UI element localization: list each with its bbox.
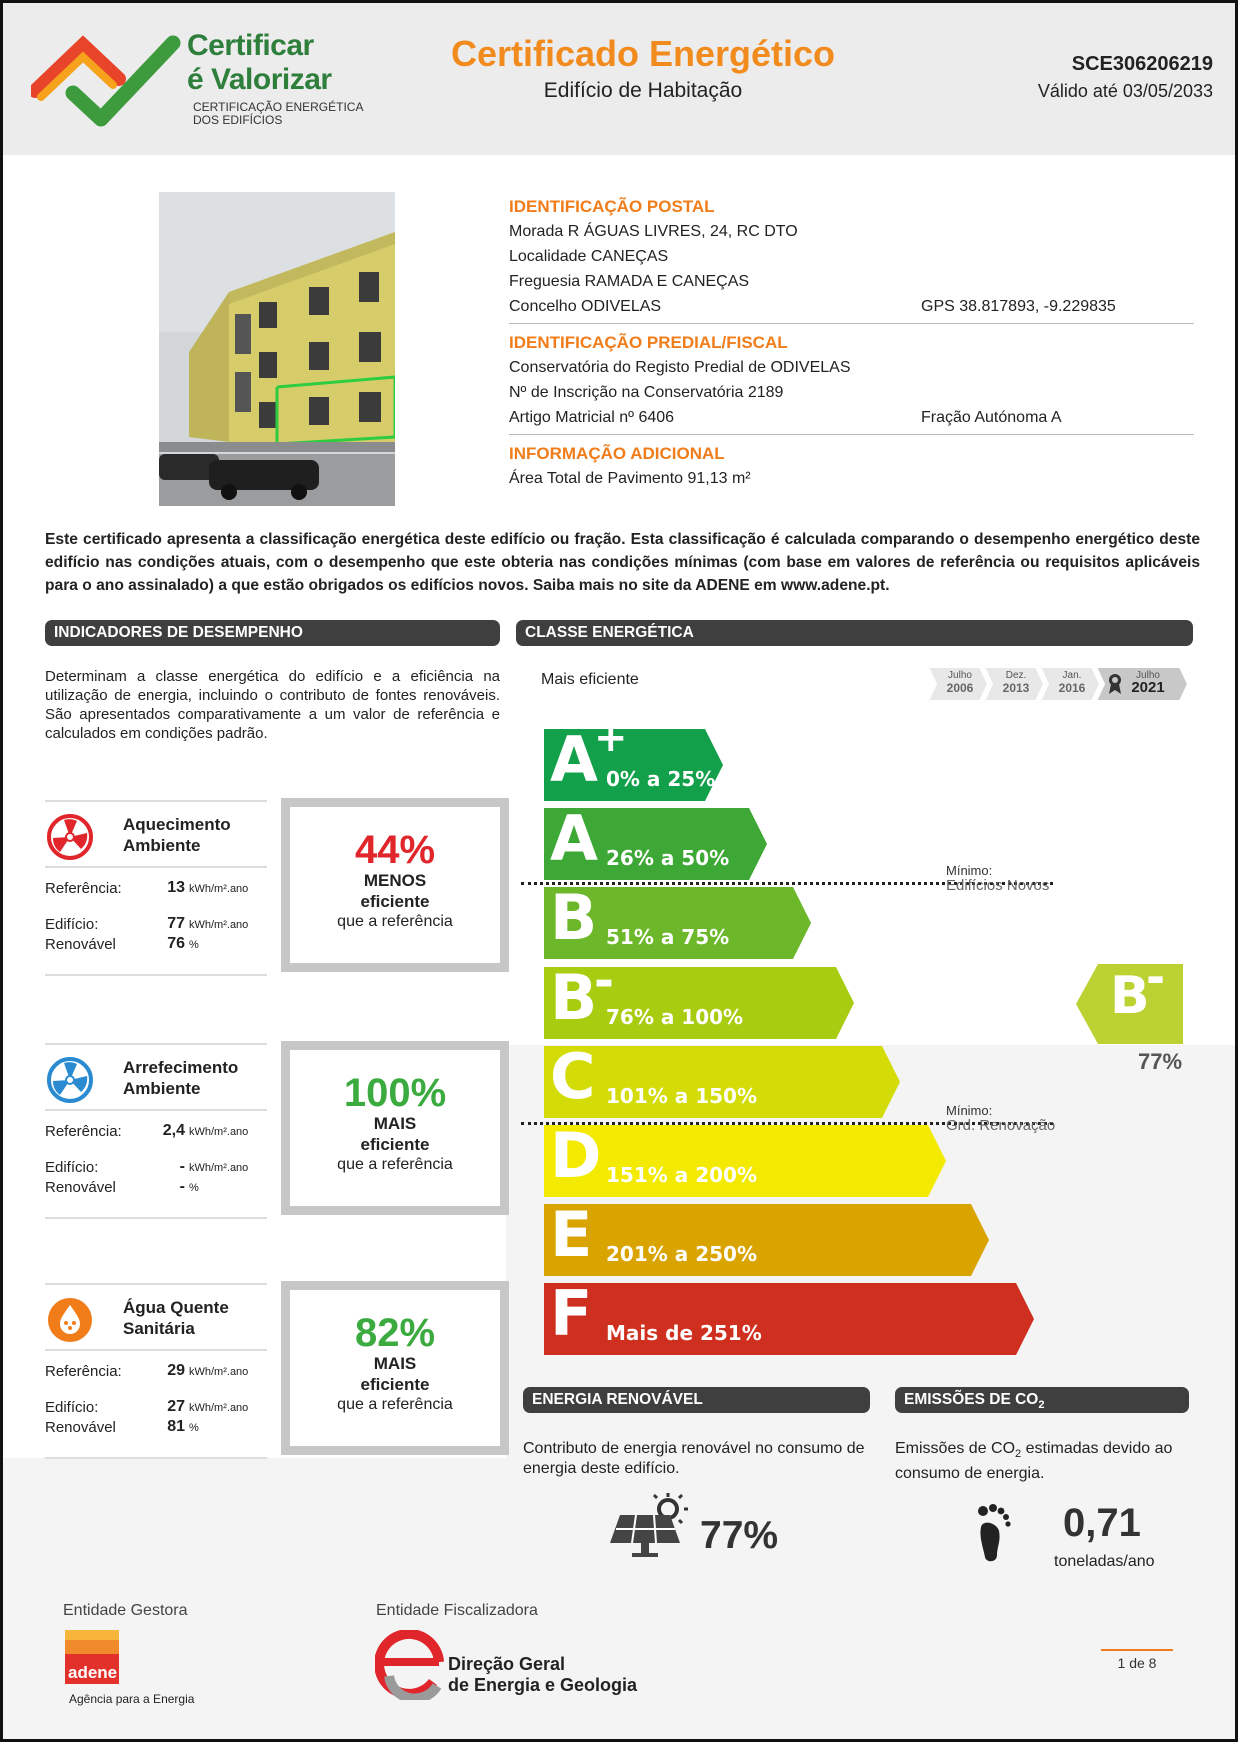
efficiency-direction: MAIS xyxy=(373,1114,417,1133)
class-range: 101% a 150% xyxy=(606,1083,757,1108)
efficiency-percent: 82% xyxy=(354,1311,436,1355)
energy-class-heading: CLASSE ENERGÉTICA xyxy=(516,620,1193,646)
efficiency-comparison: que a referência xyxy=(337,913,453,930)
reference-row xyxy=(45,880,267,900)
emissions-description xyxy=(895,1439,1195,1484)
current-class-marker xyxy=(1076,950,1183,1044)
indicator-table xyxy=(45,1283,267,1459)
indicators-description: Determinam a classe energética do edifício e a eficiência na utilização de energia, incluindo o contributo de fontes renováveis. São apresentados comparativamente a um valor de referência e calculados em condições padrão. xyxy=(45,668,500,742)
adene-tagline: Agência para a Energia xyxy=(69,1692,195,1706)
emissions-heading-text: EMISSÕES DE CO xyxy=(904,1391,1039,1408)
energy-class-bar xyxy=(544,1039,900,1118)
divider xyxy=(45,1349,267,1351)
regulation-dates xyxy=(928,665,1190,703)
indicators-heading: INDICADORES DE DESEMPENHO xyxy=(45,620,500,646)
heating-fan-icon xyxy=(47,814,93,860)
class-range: 51% a 75% xyxy=(606,925,730,950)
date-month: Dez. xyxy=(1005,670,1027,681)
regulation-date xyxy=(994,670,1038,694)
current-class-superscript: - xyxy=(1146,950,1166,1004)
class-range: 151% a 200% xyxy=(606,1163,757,1187)
postal-heading: IDENTIFICAÇÃO POSTAL xyxy=(509,197,715,216)
emissions-heading xyxy=(895,1387,1189,1413)
dgeg-logo-icon xyxy=(375,1630,447,1700)
class-range: 0% a 25% xyxy=(606,767,716,791)
address-line: Morada R ÁGUAS LIVRES, 24, RC DTO xyxy=(509,223,798,240)
efficiency-comparison: que a referência xyxy=(337,1156,453,1173)
cooling-fan-icon xyxy=(47,1057,93,1103)
document-title: Certificado Energético xyxy=(450,33,836,74)
date-month: Julho xyxy=(1136,670,1160,681)
class-letter: A xyxy=(550,802,598,876)
footprint-icon xyxy=(973,1503,1013,1565)
divider xyxy=(509,323,1194,324)
building-label: Edifício: xyxy=(45,1159,99,1176)
renewable-label: Renovável xyxy=(45,1179,116,1196)
building-photo xyxy=(159,192,395,506)
class-superscript: + xyxy=(594,715,628,761)
additional-heading: INFORMAÇÃO ADICIONAL xyxy=(509,444,725,463)
fraction-line: Fração Autónoma A xyxy=(921,409,1062,426)
locality-line: Localidade CANEÇAS xyxy=(509,248,669,265)
percent-unit: % xyxy=(189,1182,199,1194)
valid-until: Válido até 03/05/2033 xyxy=(1037,81,1213,101)
logo-line2: é Valorizar xyxy=(187,63,332,96)
article-line: Artigo Matricial nº 6406 xyxy=(509,409,675,426)
inscription-line: Nº de Inscrição na Conservatória 2189 xyxy=(509,384,784,401)
building-value: 77 xyxy=(167,915,185,932)
building-unit: kWh/m².ano xyxy=(189,1402,249,1414)
efficiency-word: eficiente xyxy=(360,1135,430,1154)
adene-logo xyxy=(63,1630,213,1734)
efficiency-word: eficiente xyxy=(360,1375,430,1394)
date-year: 2013 xyxy=(1002,681,1030,695)
solar-panel-icon xyxy=(608,1493,694,1559)
building-row xyxy=(45,1399,267,1419)
regulation-date xyxy=(1050,670,1094,694)
reference-label: Referência: xyxy=(45,1363,122,1380)
most-efficient-label: Mais eficiente xyxy=(541,671,639,688)
indicator-block xyxy=(45,1283,505,1459)
page-number: 1 de 8 xyxy=(1117,1655,1157,1671)
efficiency-percent: 44% xyxy=(354,828,436,872)
identification-panel xyxy=(509,193,1194,491)
percent-unit: % xyxy=(189,939,199,951)
current-class-percent: 77% xyxy=(1138,1049,1183,1074)
municipality-row xyxy=(509,294,1194,319)
class-letter: B xyxy=(550,881,598,955)
efficiency-word: eficiente xyxy=(360,892,430,911)
certificar-logo xyxy=(31,27,371,137)
pager-divider xyxy=(1101,1649,1173,1651)
reference-unit: kWh/m².ano xyxy=(189,1366,249,1378)
class-superscript: - xyxy=(594,952,614,1009)
date-month: Jan. xyxy=(1062,670,1082,681)
reference-label: Referência: xyxy=(45,880,122,897)
emissions-unit: toneladas/ano xyxy=(1054,1553,1155,1570)
building-label: Edifício: xyxy=(45,1399,99,1416)
certificate-id: SCE306206219 xyxy=(1071,53,1213,75)
reference-unit: kWh/m².ano xyxy=(189,883,249,895)
renewable-row xyxy=(45,936,267,956)
percent-unit: % xyxy=(189,1422,199,1434)
efficiency-comparison: que a referência xyxy=(337,1396,453,1413)
hot-water-icon xyxy=(47,1297,93,1343)
divider xyxy=(45,866,267,868)
award-icon xyxy=(1108,673,1122,700)
predial-heading: IDENTIFICAÇÃO PREDIAL/FISCAL xyxy=(509,333,788,352)
current-class-letter: B xyxy=(1110,966,1150,1026)
class-range: 26% a 50% xyxy=(606,846,730,871)
dgeg-line2: de Energia e Geologia xyxy=(448,1675,638,1695)
reference-value: 13 xyxy=(167,879,185,896)
building-unit: kWh/m².ano xyxy=(189,1162,249,1174)
renewable-label: Renovável xyxy=(45,1419,116,1436)
building-row xyxy=(45,1159,267,1179)
building-row xyxy=(45,916,267,936)
reference-label: Referência: xyxy=(45,1123,122,1140)
renewable-row xyxy=(45,1419,267,1439)
renewable-description: Contributo de energia renovável no consumo de energia deste edifício. xyxy=(523,1440,865,1477)
renewable-label: Renovável xyxy=(45,936,116,953)
energy-class-bar xyxy=(544,881,811,959)
reference-unit: kWh/m².ano xyxy=(189,1126,249,1138)
class-letter: A xyxy=(550,723,598,796)
dgeg-name xyxy=(448,1654,637,1696)
minimum-renovation-text: Grd. Renovação xyxy=(946,1117,1056,1134)
minimum-new-text: Edifícios Novos xyxy=(946,877,1050,894)
reference-row xyxy=(45,1123,267,1143)
class-letter: B xyxy=(550,960,598,1034)
class-letter: F xyxy=(550,1277,593,1351)
intro-paragraph: Este certificado apresenta a classificação energética deste edifício ou fração. Esta classificação é calculada comparando o desempenho energético deste edifício nas condições atuais, com o desempenho que este obteria nas condições mínimas (com base em valores de referência ou requisitos aplicáveis para o ano assinalado) a que estão obrigados os edifícios novos. Saiba mais no site da ADENE em www.adene.pt. xyxy=(45,531,1200,594)
date-year: 2006 xyxy=(946,681,974,695)
gps-line: GPS 38.817893, -9.229835 xyxy=(921,298,1116,315)
managing-entity-label: Entidade Gestora xyxy=(63,1602,188,1619)
emissions-value: 0,71 xyxy=(1063,1501,1141,1545)
logo-tagline: CERTIFICAÇÃO ENERGÉTICA DOS EDIFÍCIOS xyxy=(193,100,363,127)
indicator-block xyxy=(45,1043,505,1219)
minimum-label: Mínimo: xyxy=(946,863,993,878)
date-year: 2016 xyxy=(1058,681,1086,695)
minimum-label: Mínimo: xyxy=(946,1103,993,1118)
date-month: Julho xyxy=(948,670,972,681)
energy-class-bar xyxy=(544,1119,946,1197)
indicator-name: Aquecimento Ambiente xyxy=(123,815,231,855)
registry-line: Conservatória do Registo Predial de ODIVELAS xyxy=(509,359,851,376)
renewable-value: 77% xyxy=(700,1514,779,1557)
divider xyxy=(45,1109,267,1111)
indicator-table xyxy=(45,1043,267,1219)
efficiency-direction: MAIS xyxy=(373,1354,417,1373)
efficiency-direction: MENOS xyxy=(363,871,427,890)
area-line: Área Total de Pavimento 91,13 m² xyxy=(509,470,751,487)
renewable-value: 76 xyxy=(167,935,185,952)
document-subtitle: Edifício de Habitação xyxy=(543,79,743,102)
energy-class-bar xyxy=(544,1277,1034,1355)
class-letter: E xyxy=(550,1198,593,1272)
date-year: 2021 xyxy=(1131,679,1165,696)
efficiency-box xyxy=(281,1041,509,1215)
class-range: Mais de 251% xyxy=(606,1321,762,1346)
class-range: 76% a 100% xyxy=(606,1004,744,1029)
efficiency-box xyxy=(281,1281,509,1455)
building-unit: kWh/m².ano xyxy=(189,919,249,931)
emissions-heading-sub: 2 xyxy=(1038,1399,1045,1412)
indicator-block xyxy=(45,800,505,976)
energy-class-bar xyxy=(544,802,767,880)
logo-line1: Certificar xyxy=(187,29,314,62)
indicator-table xyxy=(45,800,267,976)
municipality-line: Concelho ODIVELAS xyxy=(509,298,662,315)
renewable-value: - xyxy=(179,1178,185,1195)
regulation-date xyxy=(938,670,982,694)
header xyxy=(3,3,1235,155)
class-letter: D xyxy=(550,1119,602,1192)
regulation-date xyxy=(1126,670,1170,694)
divider xyxy=(509,434,1194,435)
efficiency-percent: 100% xyxy=(343,1071,447,1115)
emissions-desc-sub: 2 xyxy=(1015,1448,1022,1461)
emissions-desc-pre: Emissões de CO xyxy=(895,1440,1016,1457)
building-value: - xyxy=(179,1158,185,1175)
renewable-row xyxy=(45,1179,267,1199)
building-label: Edifício: xyxy=(45,916,99,933)
class-letter: C xyxy=(550,1039,596,1113)
article-row xyxy=(509,405,1194,430)
class-range: 201% a 250% xyxy=(606,1242,757,1267)
adene-name: adene xyxy=(68,1663,118,1682)
indicator-name: Água Quente Sanitária xyxy=(123,1298,229,1338)
parish-line: Freguesia RAMADA E CANEÇAS xyxy=(509,273,750,290)
reference-value: 2,4 xyxy=(162,1122,185,1139)
indicator-name: Arrefecimento Ambiente xyxy=(123,1058,239,1098)
energy-class-bar xyxy=(544,715,723,801)
efficiency-box xyxy=(281,798,509,972)
emissions-desc-post: estimadas devido ao consumo de energia. xyxy=(895,1440,1173,1483)
supervising-entity-label: Entidade Fiscalizadora xyxy=(376,1602,538,1619)
energy-class-bar xyxy=(544,952,854,1039)
dgeg-line1: Direção Geral xyxy=(448,1654,566,1674)
building-value: 27 xyxy=(167,1398,185,1415)
reference-value: 29 xyxy=(167,1362,185,1379)
minimum-renovation-label xyxy=(946,1103,1055,1133)
renewable-value: 81 xyxy=(167,1418,185,1435)
minimum-new-label xyxy=(946,863,1049,893)
energy-class-bar xyxy=(544,1198,989,1276)
reference-row xyxy=(45,1363,267,1383)
renewable-heading: ENERGIA RENOVÁVEL xyxy=(523,1387,870,1413)
check-logo-icon xyxy=(31,27,181,127)
